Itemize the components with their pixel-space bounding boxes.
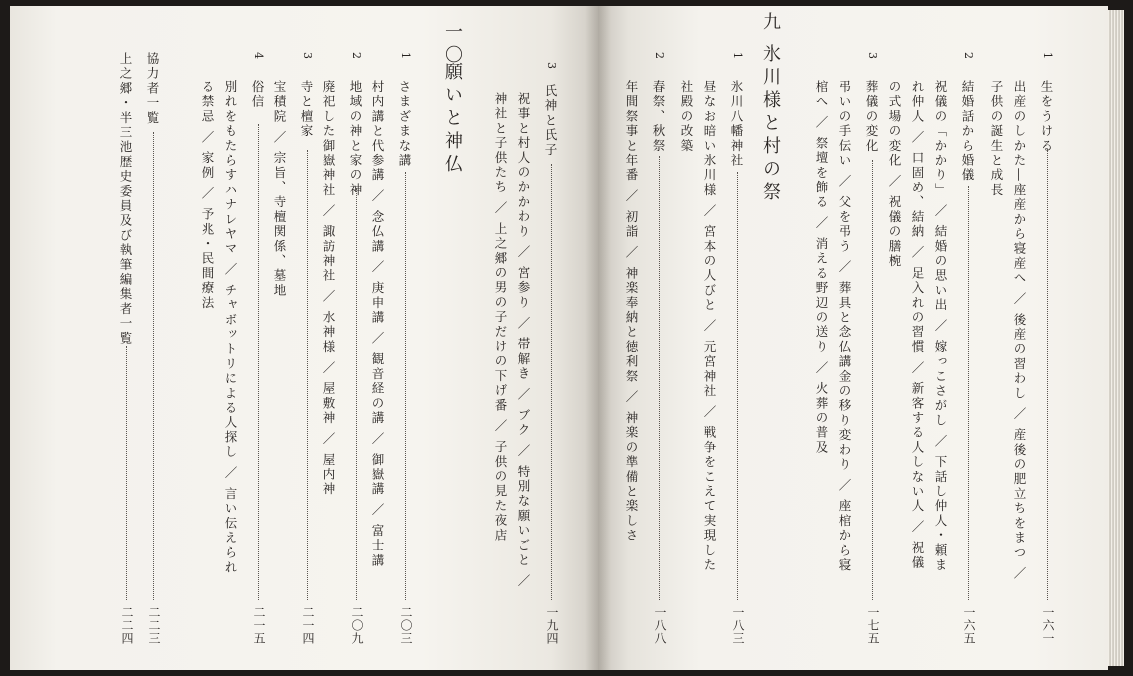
page-number: 一六五 — [962, 606, 976, 645]
item-detail: 別れをもたらすハナレヤマ ／ チャボットリによる人探し ／ 言い伝えられ — [223, 80, 238, 576]
leader-dots — [968, 186, 969, 600]
item-detail: 昼なお暗い氷川様 ／ 宮本の人びと ／ 元宮神社 ／ 戦争をこえて実現した — [702, 80, 717, 573]
item-title: 地域の神と家の神 — [348, 80, 363, 198]
item-title: 氷川八幡神社 — [729, 80, 744, 169]
page-number: 一六一 — [1041, 606, 1055, 645]
page-number: 二〇九 — [350, 606, 364, 645]
item-detail: る禁忌 ／ 家例 ／ 予兆・民間療法 — [200, 80, 215, 311]
leader-dots — [153, 132, 154, 600]
leader-dots — [659, 156, 660, 600]
item-detail: 棺へ ／ 祭壇を飾る ／ 消える野辺の送り ／ 火葬の普及 — [814, 80, 829, 456]
item-title: さまざまな講 — [397, 80, 412, 169]
page-number: 一九四 — [545, 606, 559, 645]
page-number: 一七五 — [866, 606, 880, 645]
leader-dots — [551, 164, 552, 600]
leader-dots — [356, 188, 357, 600]
right-page — [598, 6, 1108, 670]
page-number: 一八三 — [731, 606, 745, 645]
appendix-title: 上之郷・半三池歴史委員及び執筆編集者一覧 — [118, 52, 133, 346]
page-number: 二一五 — [252, 606, 266, 645]
item-number: 4 — [252, 52, 265, 59]
item-title: 氏神と氏子 — [543, 84, 558, 158]
page-number: 二一四 — [301, 606, 315, 645]
leader-dots — [405, 172, 406, 600]
item-number: 3 — [301, 52, 314, 59]
leader-dots — [737, 172, 738, 600]
item-detail: の式場の変化 ／ 祝儀の膳椀 — [887, 80, 902, 269]
leader-dots — [258, 124, 259, 600]
chapter-number-9: 九 — [760, 12, 781, 35]
leader-dots — [872, 160, 873, 600]
item-title: 春祭、秋祭 — [651, 80, 666, 154]
item-detail: 子供の誕生と成長 — [989, 80, 1004, 198]
item-number: 2 — [350, 52, 363, 59]
item-detail: 廃祀した御嶽神社 ／ 諏訪神社 ／ 水神様 ／ 屋敷神 ／ 屋内神 — [321, 80, 336, 497]
item-detail: 祝事と村人のかかわり ／ 宮参り ／ 帯解き ／ ブク ／ 特別な願いごと ／ — [516, 92, 531, 589]
page-edges — [1108, 10, 1124, 666]
item-number: 1 — [399, 52, 412, 59]
page-number: 二二四 — [120, 606, 134, 645]
item-number: 3 — [545, 62, 558, 69]
leader-dots — [126, 346, 127, 600]
item-number: 1 — [1041, 52, 1054, 59]
item-title: 葬儀の変化 — [864, 80, 879, 154]
item-number: 1 — [731, 52, 744, 59]
item-title: 寺と檀家 — [299, 80, 314, 139]
item-detail: 弔いの手伝い ／ 父を弔う ／ 葬具と念仏講金の移り変わり ／ 座棺から寝 — [837, 80, 852, 573]
item-detail: 社殿の改築 — [679, 80, 694, 154]
page-number: 二〇三 — [399, 606, 413, 645]
item-detail: 祝儀の「かかり」 ／ 結婚の思い出 ／ 嫁っこさがし ／ 下話し仲人・頼ま — [933, 80, 948, 573]
item-detail: れ仲人 ／ 口固め、結納 ／ 足入れの習慣 ／ 新客する人しない人 ／ 祝儀 — [910, 80, 925, 571]
item-title: 結婚話から婚儀 — [960, 80, 975, 183]
item-number: 2 — [962, 52, 975, 59]
chapter-title-10: 願いと神仏 — [442, 62, 463, 177]
item-title: 俗信 — [250, 80, 265, 110]
page-number: 一八八 — [653, 606, 667, 645]
item-title: 生をうける — [1039, 80, 1054, 154]
item-detail: 年間祭事と年番 ／ 初詣 ／ 神楽奉納と徳利祭 ／ 神楽の準備と楽しさ — [624, 80, 639, 544]
leader-dots — [1047, 150, 1048, 600]
chapter-title-9: 氷川様と村の祭 — [760, 44, 781, 205]
item-detail: 神社と子供たち ／ 上之郷の男の子だけの下げ番 ／ 子供の見た夜店 — [493, 92, 508, 543]
book-gutter — [585, 6, 611, 670]
leader-dots — [307, 150, 308, 600]
item-number: 2 — [653, 52, 666, 59]
item-detail: 出産のしかた―座産から寝産へ ／ 後産の習わし ／ 産後の肥立ちをまつ ／ — [1012, 80, 1027, 582]
item-detail: 宝積院 ／ 宗旨、寺檀関係、墓地 — [272, 80, 287, 299]
appendix-title: 協力者一覧 — [145, 52, 160, 126]
page-number: 二二三 — [147, 606, 161, 645]
chapter-number-10: 一〇 — [442, 22, 463, 68]
item-number: 3 — [866, 52, 879, 59]
item-detail: 村内講と代参講 ／ 念仏講 ／ 庚申講 ／ 観音経の講 ／ 御嶽講 ／ 富士講 — [370, 80, 385, 569]
